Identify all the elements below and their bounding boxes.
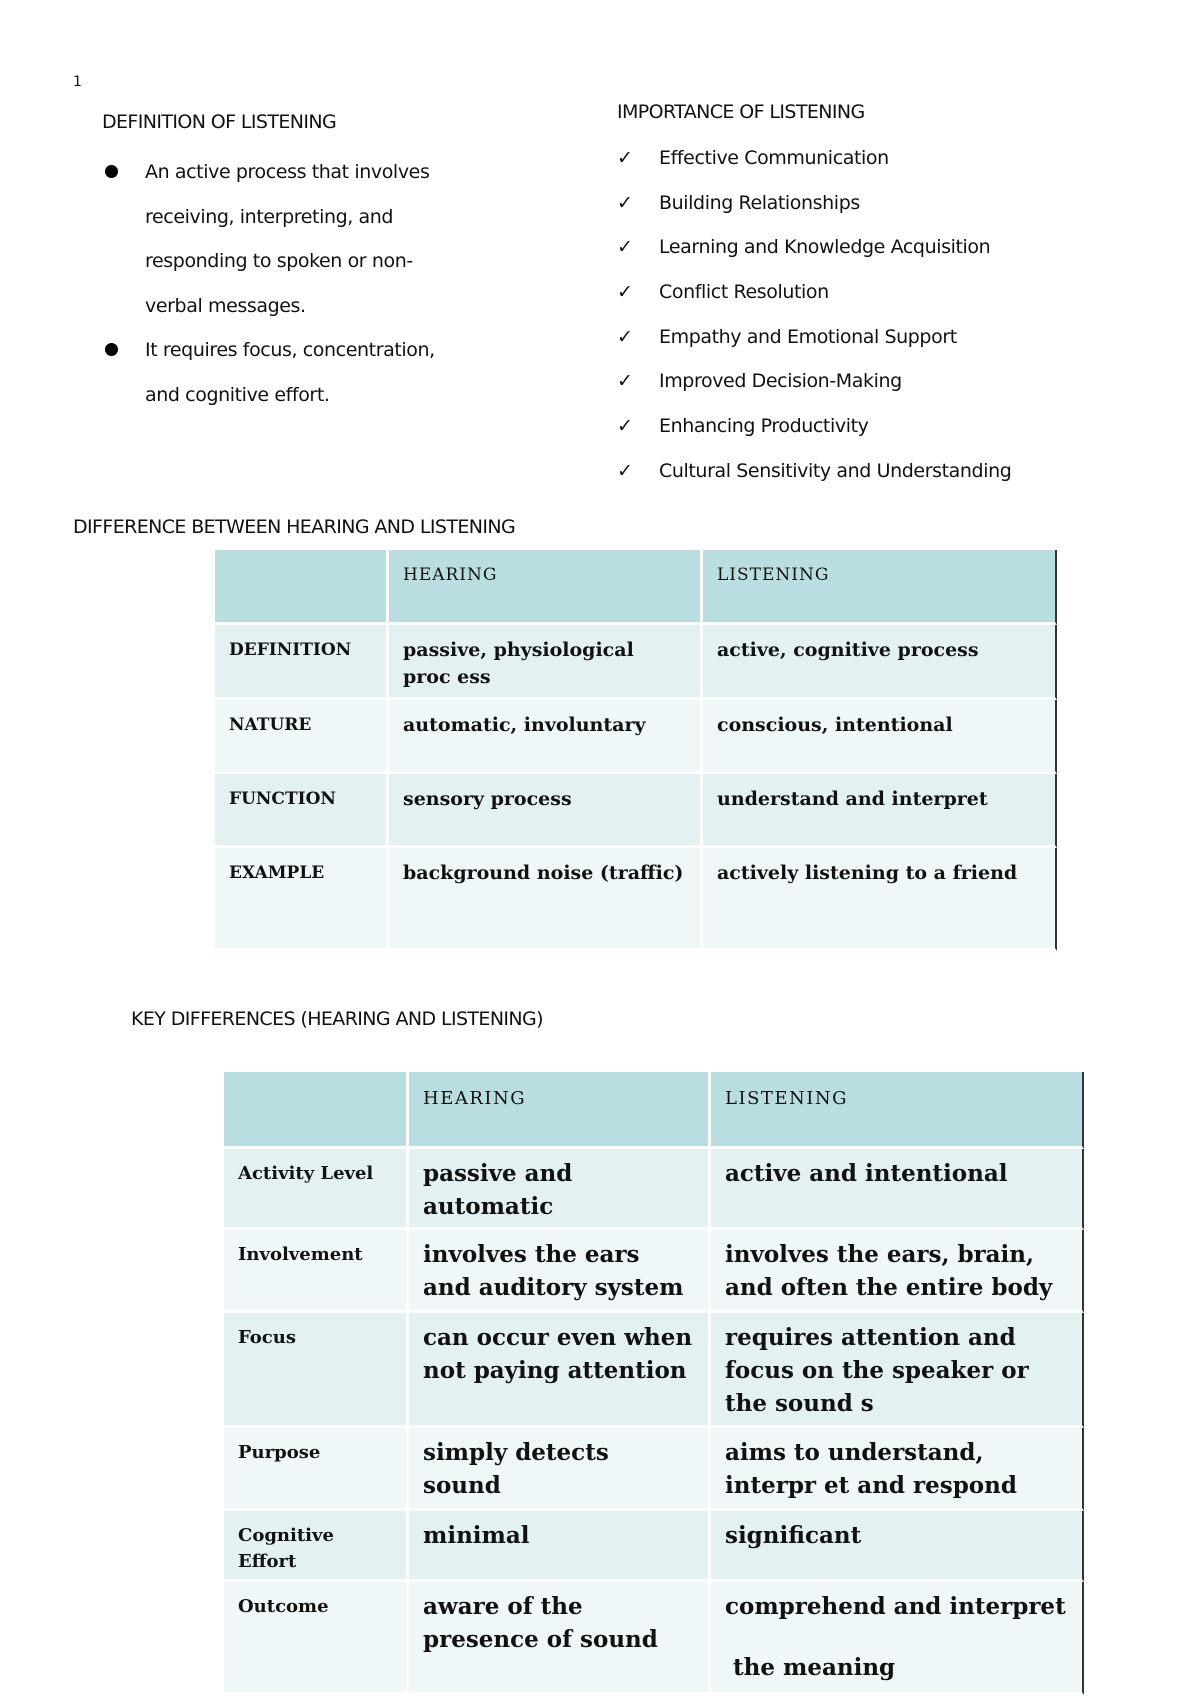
bullet-dot-icon xyxy=(105,343,118,356)
listening-cell: conscious, intentional xyxy=(703,700,1057,774)
table-row xyxy=(215,774,1057,848)
importance-heading: IMPORTANCE OF LISTENING xyxy=(617,101,865,123)
definition-line: receiving, interpreting, and xyxy=(145,205,394,228)
row-label: Activity Level xyxy=(224,1149,409,1230)
table-row xyxy=(224,1511,1084,1582)
row-label: DEFINITION xyxy=(215,625,389,700)
hearing-cell: involves the ears and auditory system xyxy=(409,1230,711,1313)
importance-item xyxy=(617,225,1011,270)
checkmark-icon: ✓ xyxy=(617,281,633,304)
listening-cell-continuation: the meaning xyxy=(733,1654,896,1681)
table-header-cell xyxy=(224,1072,409,1149)
row-label: FUNCTION xyxy=(215,774,389,848)
page-number: 1 xyxy=(73,74,82,90)
table-header-cell: LISTENING xyxy=(711,1072,1084,1149)
row-label: Outcome xyxy=(224,1582,409,1695)
importance-item xyxy=(617,404,1011,449)
hearing-cell: passive and automatic xyxy=(409,1149,711,1230)
importance-item-label: Building Relationships xyxy=(659,191,860,214)
row-label: NATURE xyxy=(215,700,389,774)
bullet-dot-icon xyxy=(105,165,118,178)
table-header-cell xyxy=(215,550,389,625)
row-label: Focus xyxy=(224,1313,409,1428)
hearing-cell: minimal xyxy=(409,1511,711,1582)
definition-line: An active process that involves xyxy=(145,161,430,183)
row-label: Cognitive Effort xyxy=(224,1511,409,1582)
importance-item xyxy=(617,449,1011,494)
importance-item-label: Cultural Sensitivity and Understanding xyxy=(659,459,1012,482)
checkmark-icon: ✓ xyxy=(617,459,633,482)
definition-heading: DEFINITION OF LISTENING xyxy=(102,111,337,133)
importance-item-label: Conflict Resolution xyxy=(659,281,829,304)
row-label: Purpose xyxy=(224,1428,409,1511)
importance-item xyxy=(617,359,1011,404)
checkmark-icon: ✓ xyxy=(617,236,633,259)
table-header-cell: HEARING xyxy=(409,1072,711,1149)
importance-item-label: Empathy and Emotional Support xyxy=(659,325,957,348)
checkmark-icon: ✓ xyxy=(617,415,633,438)
listening-cell-text: comprehend and interpret xyxy=(725,1593,1066,1620)
hearing-cell: automatic, involuntary xyxy=(389,700,703,774)
hearing-cell: can occur even when not paying attention xyxy=(409,1313,711,1428)
key-differences-table xyxy=(224,1072,1084,1695)
table-header-row xyxy=(215,550,1057,625)
importance-item-label: Improved Decision-Making xyxy=(659,370,902,393)
table-row xyxy=(224,1428,1084,1511)
table-row xyxy=(215,848,1057,951)
table-row xyxy=(224,1230,1084,1313)
table-header-row xyxy=(224,1072,1084,1149)
listening-cell: understand and interpret xyxy=(703,774,1057,848)
listening-cell: aims to understand, interpr et and respond xyxy=(711,1428,1084,1511)
checkmark-icon: ✓ xyxy=(617,325,633,348)
row-label: EXAMPLE xyxy=(215,848,389,951)
importance-item xyxy=(617,315,1011,360)
definition-line: and cognitive effort. xyxy=(145,383,330,406)
definition-list xyxy=(102,150,482,417)
hearing-cell: passive, physiological proc ess xyxy=(389,625,703,700)
difference-table xyxy=(215,550,1057,951)
listening-cell xyxy=(711,1582,1084,1695)
importance-item-label: Enhancing Productivity xyxy=(659,415,869,438)
checkmark-icon: ✓ xyxy=(617,370,633,393)
hearing-cell: sensory process xyxy=(389,774,703,848)
importance-item xyxy=(617,270,1011,315)
listening-cell: active, cognitive process xyxy=(703,625,1057,700)
hearing-cell: aware of the presence of sound xyxy=(409,1582,711,1695)
table-header-cell: HEARING xyxy=(389,550,703,625)
listening-cell: active and intentional xyxy=(711,1149,1084,1230)
definition-line: verbal messages. xyxy=(145,294,306,317)
table-row xyxy=(224,1582,1084,1695)
listening-cell: involves the ears, brain, and often the entire body xyxy=(711,1230,1084,1313)
hearing-cell: simply detects sound xyxy=(409,1428,711,1511)
table-row xyxy=(224,1313,1084,1428)
importance-item xyxy=(617,136,1011,181)
key-differences-heading: KEY DIFFERENCES (HEARING AND LISTENING) xyxy=(131,1008,543,1030)
listening-cell: actively listening to a friend xyxy=(703,848,1057,951)
checkmark-icon: ✓ xyxy=(617,147,633,169)
importance-list xyxy=(617,136,1011,494)
definition-bullet xyxy=(102,328,482,417)
hearing-cell: background noise (traffic) xyxy=(389,848,703,951)
table-row xyxy=(215,700,1057,774)
checkmark-icon: ✓ xyxy=(617,191,633,214)
definition-bullet xyxy=(102,150,482,328)
listening-cell: requires attention and focus on the speaker or the sound s xyxy=(711,1313,1084,1428)
table-row xyxy=(215,625,1057,700)
table-row xyxy=(224,1149,1084,1230)
row-label: Involvement xyxy=(224,1230,409,1313)
importance-item xyxy=(617,181,1011,226)
difference-heading: DIFFERENCE BETWEEN HEARING AND LISTENING xyxy=(73,516,516,538)
importance-item-label: Learning and Knowledge Acquisition xyxy=(659,236,991,259)
table-header-cell: LISTENING xyxy=(703,550,1057,625)
importance-item-label: Effective Communication xyxy=(659,147,889,169)
listening-cell: significant xyxy=(711,1511,1084,1582)
definition-line: responding to spoken or non- xyxy=(145,250,413,272)
definition-line: It requires focus, concentration, xyxy=(145,339,435,361)
